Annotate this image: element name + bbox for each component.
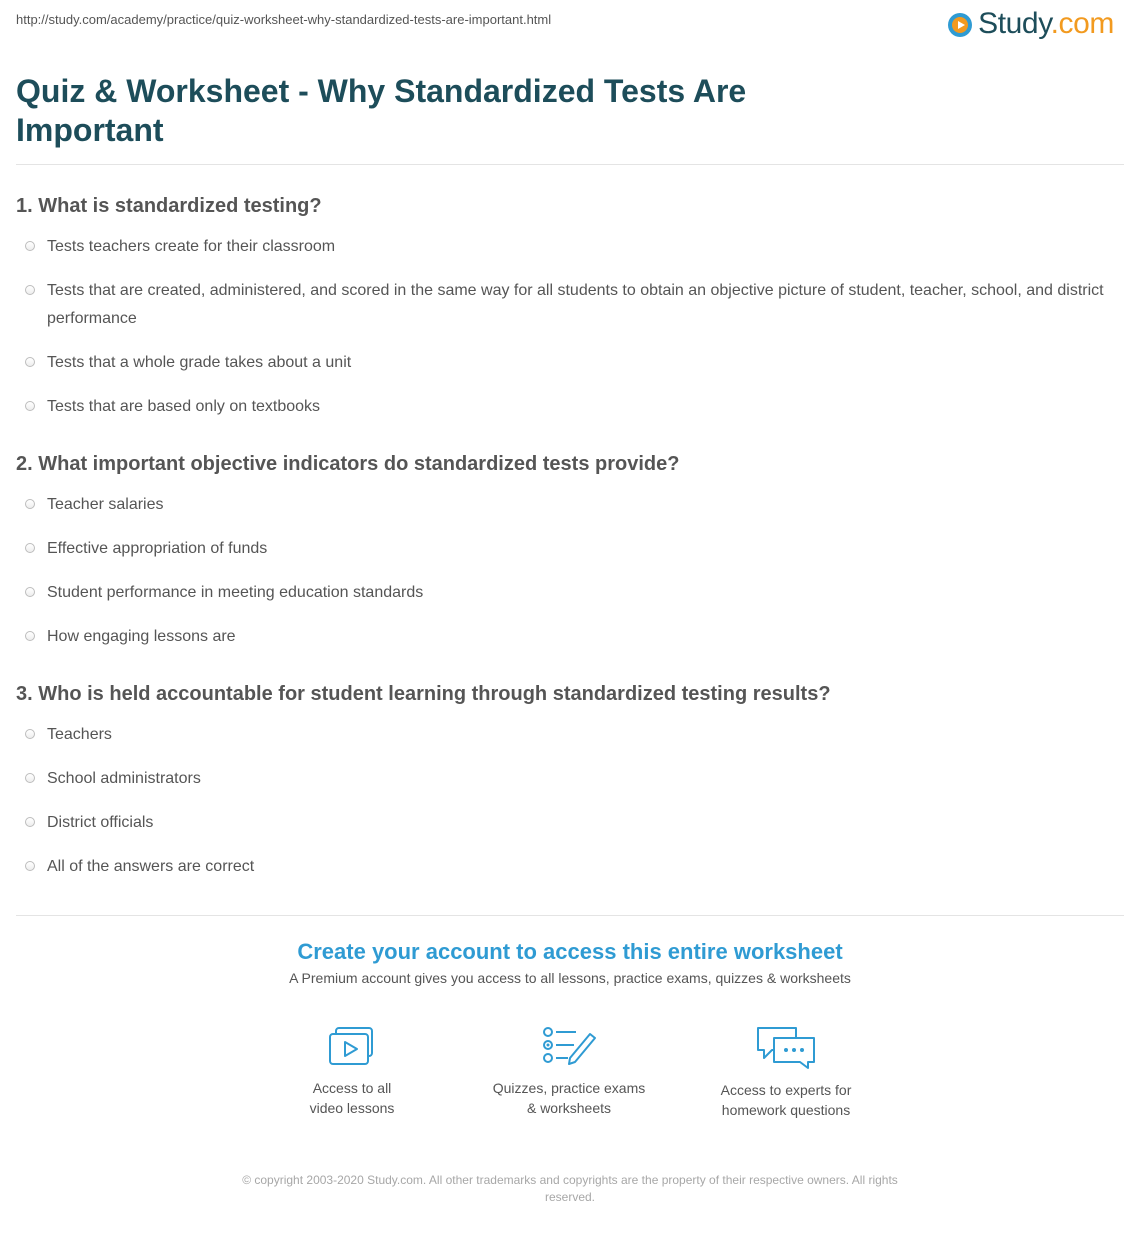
feature-line: & worksheets	[526, 1100, 612, 1116]
radio-button-icon[interactable]	[25, 729, 35, 739]
answer-text: Teacher salaries	[47, 496, 164, 513]
question-3	[16, 681, 1124, 881]
feature-experts	[696, 1024, 876, 1120]
answer-text: Tests that are based only on textbooks	[47, 398, 321, 415]
radio-button-icon[interactable]	[25, 543, 35, 553]
answer-option[interactable]	[16, 491, 1124, 519]
question-text: What is standardized testing?	[38, 195, 322, 217]
answer-option[interactable]	[16, 277, 1124, 333]
feature-text	[479, 1078, 659, 1118]
content-divider	[16, 915, 1124, 916]
feature-line: Access to experts for	[720, 1082, 852, 1098]
study-logo[interactable]	[948, 8, 1114, 40]
logo-text	[978, 9, 1114, 39]
answer-text: All of the answers are correct	[47, 858, 255, 875]
feature-line: Access to all	[312, 1080, 392, 1096]
answer-text: District officials	[47, 814, 154, 831]
answer-text: How engaging lessons are	[47, 628, 236, 645]
question-1	[16, 193, 1124, 421]
create-account-link[interactable]: Create your account to access this entire worksheet	[297, 939, 843, 964]
radio-button-icon[interactable]	[25, 499, 35, 509]
title-divider	[16, 164, 1124, 165]
radio-button-icon[interactable]	[25, 587, 35, 597]
page-url: http://study.com/academy/practice/quiz-worksheet-why-standardized-tests-are-important.html	[16, 12, 552, 27]
radio-button-icon[interactable]	[25, 817, 35, 827]
answer-option[interactable]	[16, 349, 1124, 377]
question-title	[16, 451, 1124, 477]
feature-quizzes	[479, 1024, 659, 1118]
answer-option[interactable]	[16, 853, 1124, 881]
logo-text-suffix: .com	[1050, 7, 1114, 40]
worksheet-page	[16, 0, 1124, 1144]
question-number: 1.	[16, 195, 33, 217]
logo-text-main: Study	[978, 7, 1051, 40]
radio-button-icon[interactable]	[25, 357, 35, 367]
question-2	[16, 451, 1124, 651]
cta-subtitle: A Premium account gives you access to all lessons, practice exams, quizzes & worksheets	[289, 970, 851, 986]
expert-chat-icon	[754, 1024, 818, 1070]
study-logo-icon	[948, 13, 972, 37]
answer-option[interactable]	[16, 393, 1124, 421]
answer-option[interactable]	[16, 721, 1124, 749]
answer-text: Student performance in meeting education standards	[47, 584, 424, 601]
answer-text: Tests that are created, administered, and scored in the same way for all students to obtain an objective picture of student, teacher, school, and district performance	[47, 282, 1104, 327]
radio-button-icon[interactable]	[25, 241, 35, 251]
radio-button-icon[interactable]	[25, 861, 35, 871]
question-text: Who is held accountable for student learning through standardized testing results?	[38, 683, 831, 705]
answer-text: Teachers	[47, 726, 112, 743]
answer-text: Tests teachers create for their classroom	[47, 238, 336, 255]
question-text: What important objective indicators do standardized tests provide?	[38, 453, 680, 475]
feature-video-lessons	[262, 1024, 442, 1118]
radio-button-icon[interactable]	[25, 773, 35, 783]
answer-option[interactable]	[16, 809, 1124, 837]
topbar	[16, 0, 1124, 54]
copyright-notice: © copyright 2003-2020 Study.com. All other trademarks and copyrights are the property of their respective owners. All rights reserved.	[242, 1173, 898, 1204]
answer-option[interactable]	[16, 535, 1124, 563]
answer-option[interactable]	[16, 765, 1124, 793]
radio-button-icon[interactable]	[25, 401, 35, 411]
answer-option[interactable]	[16, 579, 1124, 607]
question-number: 3.	[16, 683, 33, 705]
feature-line: video lessons	[309, 1100, 395, 1116]
feature-line: homework questions	[721, 1102, 851, 1118]
answer-option[interactable]	[16, 623, 1124, 651]
radio-button-icon[interactable]	[25, 285, 35, 295]
feature-text	[696, 1080, 876, 1120]
question-title	[16, 681, 1124, 707]
quiz-worksheet-icon	[540, 1024, 598, 1068]
answer-text: School administrators	[47, 770, 201, 787]
answer-text: Tests that a whole grade takes about a unit	[47, 354, 352, 371]
radio-button-icon[interactable]	[25, 631, 35, 641]
video-lessons-icon	[326, 1024, 378, 1068]
answer-text: Effective appropriation of funds	[47, 540, 268, 557]
question-number: 2.	[16, 453, 33, 475]
page-title: Quiz & Worksheet - Why Standardized Tests Are Important	[16, 73, 747, 148]
answer-option[interactable]	[16, 233, 1124, 261]
account-cta	[16, 938, 1124, 988]
premium-features	[16, 1024, 1124, 1144]
feature-text	[262, 1078, 442, 1118]
question-title	[16, 193, 1124, 219]
feature-line: Quizzes, practice exams	[492, 1080, 646, 1096]
